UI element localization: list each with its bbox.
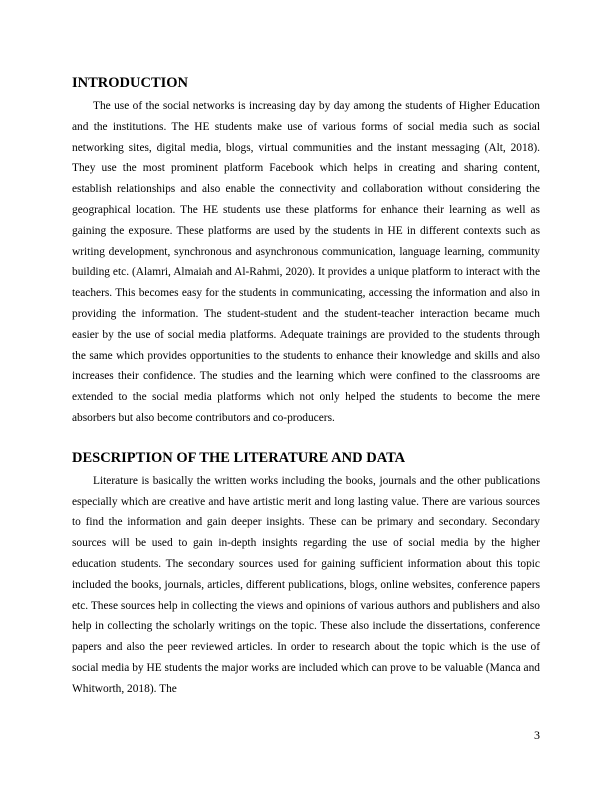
section-heading-literature-and-data: DESCRIPTION OF THE LITERATURE AND DATA — [72, 449, 406, 466]
page-number: 3 — [534, 728, 540, 742]
section-heading-introduction: INTRODUCTION — [72, 75, 189, 91]
section-body-literature-and-data: Literature is basically the written works including the books, journals and the other publications especially which are creative and have artistic merit and long lasting value. There are various sources to find the information and gain deeper insights. These can be primary and secondary. Secondary sources will be used to gain in-depth insights regarding the use of social media by the higher education students. The secondary sources used for gaining sufficient information about this topic included the books, journals, articles, different publications, blogs, online websites, conference papers etc. These sources help in collecting the views and opinions of various authors and publishers and also help in collecting the scholarly writings on the topic. These also include the dissertations, conference papers and also the peer reviewed articles. In order to research about the topic which is the use of social media by HE students the major works are included which can prove to be valuable (Manca and Whitworth, 2018). The — [72, 474, 540, 695]
page-content — [72, 70, 540, 700]
section-body-introduction: The use of the social networks is increasing day by day among the students of Higher Education and the institutions. The HE students make use of various forms of social media such as social networking sites, digital media, blogs, virtual communities and the instant messaging (Alt, 2018). They use the most prominent platform Facebook which helps in creating and sharing content, establish relationships and also enable the connectivity and collaboration without considering the geographical location. The HE students use these platforms for enhance their learning as well as gaining the exposure. These platforms are used by the students in HE in different contexts such as writing development, synchronous and asynchronous communication, language learning, community building etc. (Alamri, Almaiah and Al-Rahmi, 2020). It provides a unique platform to interact with the teachers. This becomes easy for the students in communicating, accessing the information and also in providing the information. The student-student and the student-teacher interaction became much easier by the use of social media platforms. Adequate trainings are provided to the students through the same which provides opportunities to the students to enhance their knowledge and skills and also increases their confidence. The studies and the learning which were confined to the classrooms are extended to the social media platforms which not only helped the students to become the mere absorbers but also become contributors and co-producers. — [72, 100, 540, 424]
